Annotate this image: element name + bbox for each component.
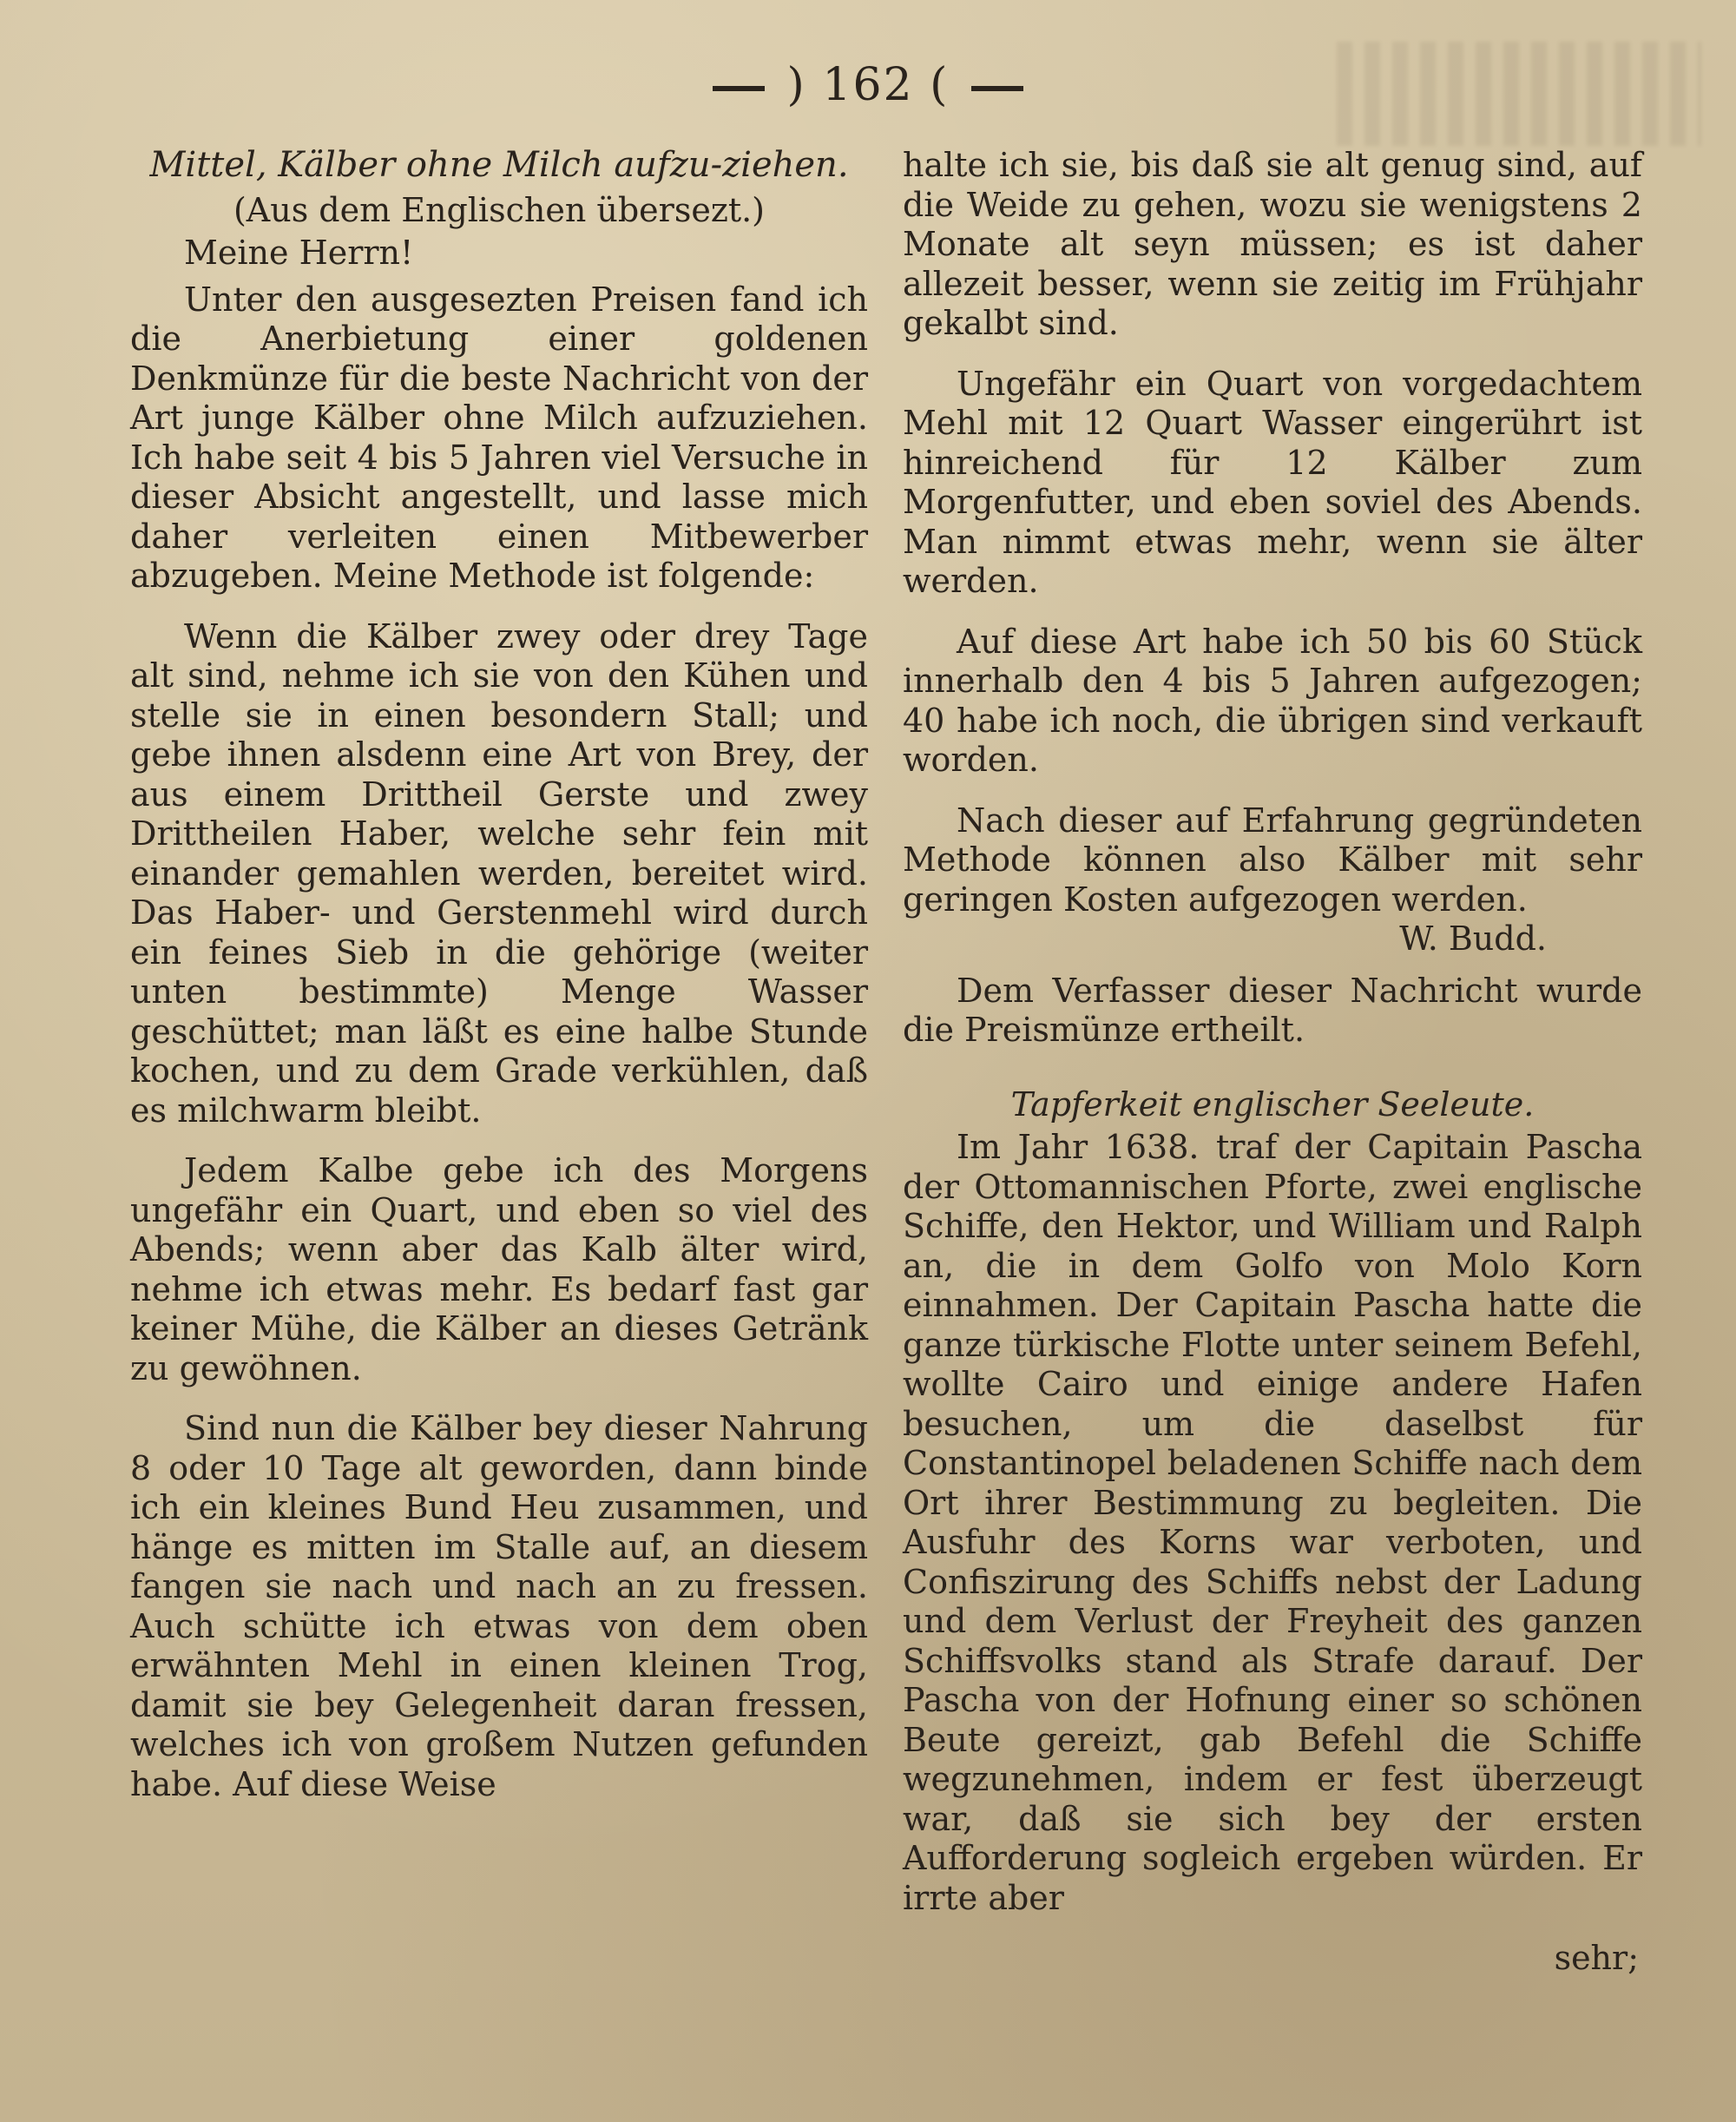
page-number: 162 [822,59,914,111]
salutation: Meine Herrn! [184,234,414,272]
article-subtitle: (Aus dem Englischen übersezt.) [233,190,766,229]
header-dash-right [971,86,1023,91]
paragraph: Nach dieser auf Erfahrung gegründeten Methode können also Kälber mit sehr geringen Kosten aufgezogen werden. [903,801,1642,919]
catchword: sehr; [1554,1939,1639,1977]
story-paragraph: Im Jahr 1638. traf der Capitain Pascha der Ottomannischen Pforte, zwei englische Schiffe, den Hektor, und William und Ralph an, die in dem Golfo von Molo Korn einnahmen. Der Capitain Pascha hatte die ganze türkische Flotte unter seinem Befehl, wollte Cairo und einige andere Hafen besuchen, um die daselbst für Constantinopel beladenen Schiffe nach dem Ort ihrer Bestimmung zu begleiten. Die Ausfuhr des Korns war verboten, und Confiszirung des Schiffs nebst der Ladung und dem Verlust der Freyheit des ganzen Schiffsvolks stand als Strafe darauf. Der Pascha von der Hofnung einer so schönen Beute gereizt, gab Befehl die Schiffe wegzunehmen, indem er fest überzeugt war, daß sie sich bey der ersten Aufforderung sogleich ergeben würden. Er irrte aber [903,1128,1642,1917]
paragraph: Auf diese Art habe ich 50 bis 60 Stück innerhalb den 4 bis 5 Jahren aufgezogen; 40 habe ich noch, die übrigen sind verkauft worden. [903,622,1642,779]
paragraph: Unter den ausgesezten Preisen fand ich die Anerbietung einer goldenen Denkmünze für die beste Nachricht von der Art junge Kälber ohne Milch aufzuziehen. Ich habe seit 4 bis 5 Jahren viel Versuche in dieser Absicht angestellt, und lasse mich daher verleiten einen Mitbewerber abzugeben. Meine Methode ist folgende: [130,280,868,595]
right-column [903,146,1642,1979]
paragraph: Jedem Kalbe gebe ich des Morgens ungefähr ein Quart, und eben so viel des Abends; wenn aber das Kalb älter wird, nehme ich etwas mehr. Es bedarf fast gar keiner Mühe, die Kälber an dieses Getränk zu gewöhnen. [130,1151,868,1387]
page-number-open: ) [786,59,806,111]
left-column [130,146,868,1825]
paragraph: Ungefähr ein Quart von vorgedachtem Mehl mit 12 Quart Wasser eingerührt ist hinreichend für 12 Kälber zum Morgenfutter, und eben soviel des Abends. Man nimmt etwas mehr, wenn sie älter werden. [903,364,1642,600]
header-dash-left [713,86,765,91]
paragraph: Wenn die Kälber zwey oder drey Tage alt sind, nehme ich sie von den Kühen und stelle sie in einen besondern Stall; und gebe ihnen alsdenn eine Art von Brey, der aus einem Drittheil Gerste und zwey Drittheilen Haber, welche sehr fein mit einander gemahlen werden, bereitet wird. Das Haber- und Gerstenmehl wird durch ein feines Sieb in die gehörige (weiter unten bestimmte) Menge Wasser geschüttet; man läßt es eine halbe Stunde kochen, und zu dem Grade verkühlen, daß es milchwarm bleibt. [130,616,868,1130]
signature: W. Budd. [1399,919,1547,958]
paragraph: Sind nun die Kälber bey dieser Nahrung 8 oder 10 Tage alt geworden, dann binde ich ein kleines Bund Heu zusammen, und hänge es mitten im Stalle auf, an diesem fangen sie nach und nach an zu fressen. Auch schütte ich etwas von dem oben erwähnten Mehl in einen kleinen Trog, damit sie bey Gelegenheit daran fressen, welches ich von großem Nutzen gefunden habe. Auf diese Weise [130,1409,868,1803]
editor-note: Dem Verfasser dieser Nachricht wurde die Preismünze ertheilt. [903,971,1642,1049]
page-header [0,59,1736,111]
paragraph: halte ich sie, bis daß sie alt genug sind, auf die Weide zu gehen, wozu sie wenigstens 2 Monate alt seyn müssen; es ist daher allezeit besser, wenn sie zeitig im Frühjahr gekalbt sind. [903,146,1642,342]
section-heading: Tapferkeit englischer Seeleute. [1010,1084,1535,1124]
article-title: Mittel, Kälber ohne Milch aufzu-ziehen. [149,145,849,185]
page-number-close: ( [930,59,950,111]
